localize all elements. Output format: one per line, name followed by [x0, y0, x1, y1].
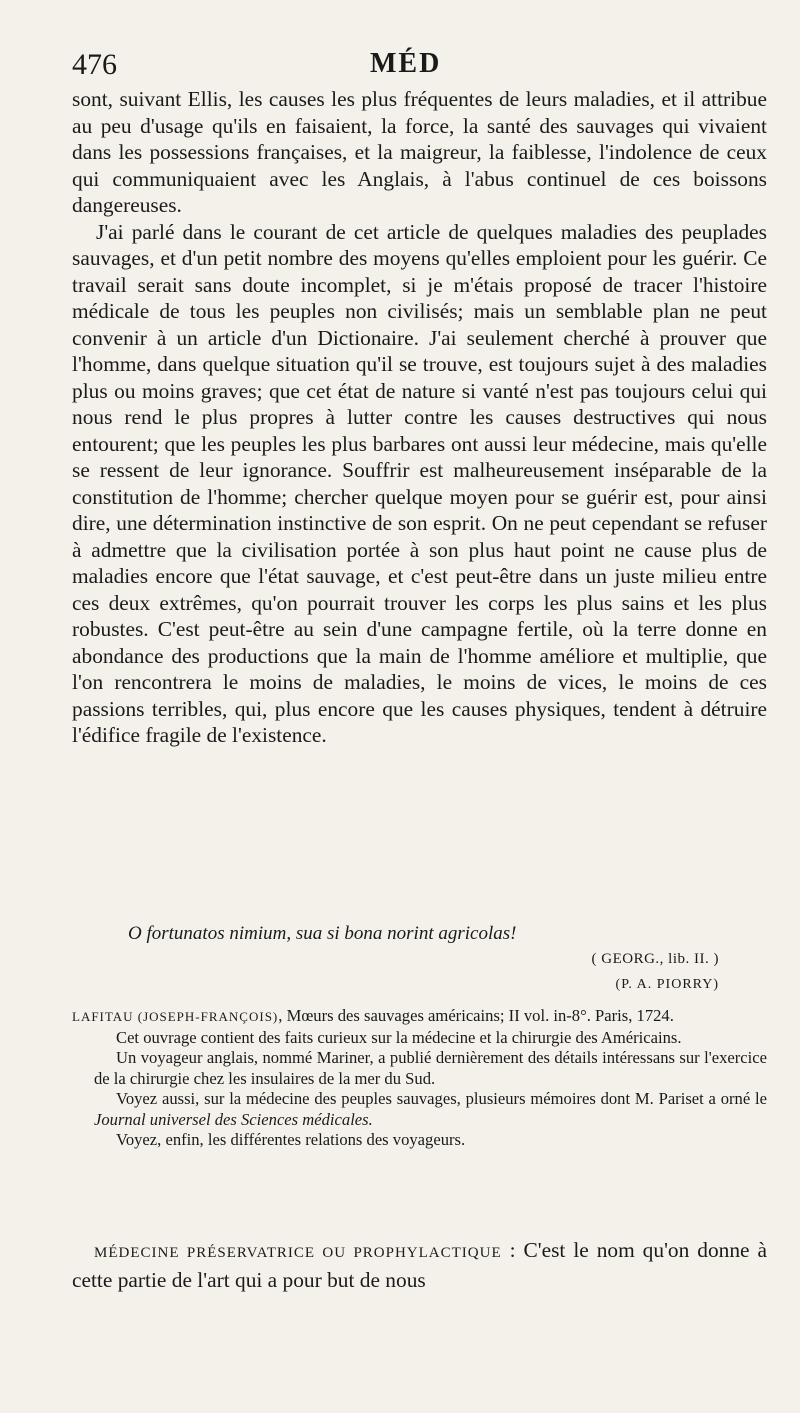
bib-note-4: Voyez, enfin, les différentes relations des voyageurs. [116, 1130, 466, 1149]
bib-title: , Mœurs des sauvages américains; II vol. in-8°. Paris, 1724. [278, 1006, 674, 1025]
page-header [72, 48, 760, 88]
next-article [72, 1237, 767, 1294]
paragraph-1: sont, suivant Ellis, les causes les plus fréquentes de leurs maladies, et il attribue au peu d'usage qu'ils en faisaient, la force, la santé des sauvages qui vivaient dans les possessions françaises, et la maigreur, la faiblesse, l'indolence de ceux qui communiquaient avec les Anglais, à l'abus continuel de ces boissons dangereuses. [72, 87, 767, 217]
bib-author-name: LAFITAU [72, 1009, 134, 1024]
bib-note-3-text: Voyez aussi, sur la médecine des peuples sauvages, plusieurs mémoires dont M. Pariset a orné le [116, 1089, 767, 1108]
bib-author-given-name: (JOSEPH-FRANÇOIS) [137, 1009, 279, 1024]
bibliography [72, 1006, 767, 1151]
page-number: 476 [72, 48, 117, 81]
paragraph-2: J'ai parlé dans le courant de cet article de quelques maladies des peuplades sauvages, et d'un petit nombre des moyens qu'elles emploient pour les guérir. Ce travail serait sans doute incomplet, si je m'étais proposé de tracer l'histoire médicale de tous les peuples non civilisés; mais un semblable plan ne peut convenir à un article d'un Dictionaire. J'ai seulement cherché à prouver que l'homme, dans quelque situation qu'il se trouve, est toujours sujet à des maladies plus ou moins graves; que cet état de nature si vanté n'est pas toujours celui qui nous rend le plus propres à lutter contre les causes destructives qui nous entourent; que les peuples les plus barbares ont aussi leur médecine, mais qu'elle se ressent de leur ignorance. Souffrir est malheureusement inséparable de la constitution de l'homme; chercher quelque moyen pour se guérir est, pour ainsi dire, une détermination instinctive de son esprit. On ne peut cependant se refuser à admettre que la civilisation portée à son plus haut point ne cause plus de maladies encore que l'état sauvage, et c'est peut-être dans un juste milieu entre ces deux extrêmes, qu'on pourrait trouver les corps les plus sains et les plus robustes. C'est peut-être au sein d'une campagne fertile, où la terre donne en abondance des productions que la main de l'homme améliore et multiplie, que l'on rencontrera le moins de maladies, le moins de vices, le moins de ces passions terribles, qui, plus encore que les causes physiques, tendent à détruire l'édifice fragile de l'existence. [72, 219, 767, 747]
bib-note-1: Cet ouvrage contient des faits curieux sur la médecine et la chirurgie des Américains. [116, 1027, 682, 1047]
verse-citation: ( GEORG., lib. II. ) [591, 951, 719, 967]
main-text [72, 86, 767, 749]
bib-note-3 [72, 1089, 767, 1130]
latin-verse: O fortunatos nimium, sua si bona norint agricolas! [128, 923, 517, 944]
journal-title: Journal universel des Sciences médicales. [94, 1109, 373, 1129]
quotation-block [72, 921, 767, 997]
bib-note-2: Un voyageur anglais, nommé Mariner, a publié dernièrement des détails intéressans sur l'exercice de la chirurgie chez les insulaires de la mer du Sud. [94, 1048, 767, 1088]
article-definition: : C'est le nom qu'on donne à cette partie de l'art qui a pour but de nous [72, 1238, 767, 1292]
article-term: MÉDECINE PRÉSERVATRICE OU PROPHYLACTIQUE [94, 1245, 502, 1261]
bibliography-entry [72, 1006, 767, 1028]
article-author: (P. A. PIORRY) [615, 977, 719, 992]
next-article-paragraph [72, 1237, 767, 1294]
running-head: MÉD [370, 48, 442, 79]
